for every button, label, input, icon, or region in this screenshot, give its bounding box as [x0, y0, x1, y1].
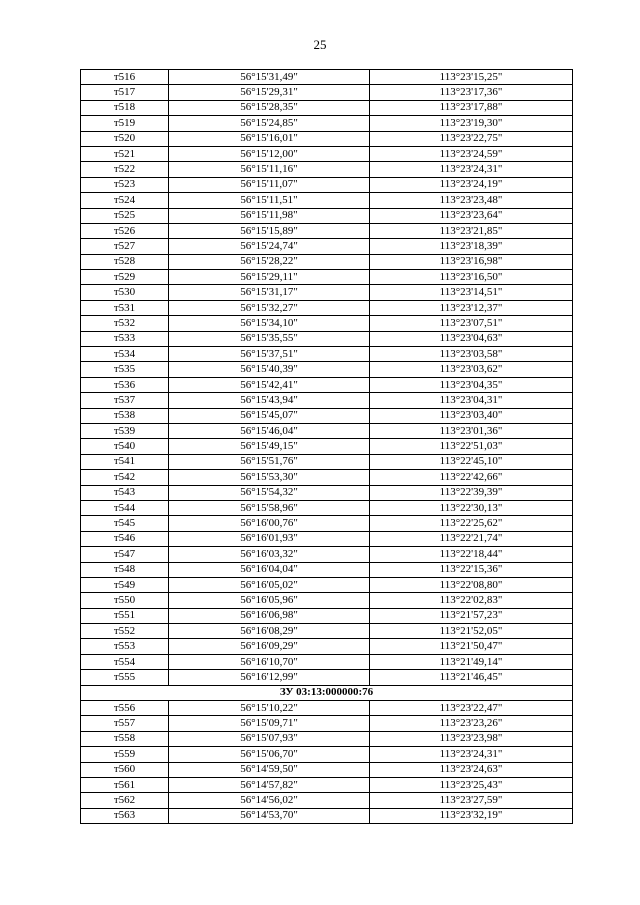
longitude-cell: 113°23'23,26"	[370, 716, 573, 731]
table-row	[81, 639, 573, 654]
table-row	[81, 177, 573, 192]
point-id-cell: т547	[81, 547, 169, 562]
table-row	[81, 193, 573, 208]
latitude-cell: 56°16'01,93"	[169, 531, 370, 546]
table-row	[81, 531, 573, 546]
longitude-cell: 113°23'03,58"	[370, 347, 573, 362]
table-row	[81, 793, 573, 808]
table-row	[81, 747, 573, 762]
point-id-cell: т524	[81, 193, 169, 208]
table-row	[81, 331, 573, 346]
latitude-cell: 56°16'05,02"	[169, 577, 370, 592]
latitude-cell: 56°16'05,96"	[169, 593, 370, 608]
table-row	[81, 608, 573, 623]
latitude-cell: 56°15'45,07"	[169, 408, 370, 423]
longitude-cell: 113°23'07,51"	[370, 316, 573, 331]
longitude-cell: 113°21'57,23"	[370, 608, 573, 623]
point-id-cell: т541	[81, 454, 169, 469]
table-row	[81, 223, 573, 238]
latitude-cell: 56°16'04,04"	[169, 562, 370, 577]
latitude-cell: 56°15'51,76"	[169, 454, 370, 469]
latitude-cell: 56°15'29,11"	[169, 270, 370, 285]
point-id-cell: т561	[81, 777, 169, 792]
page-number: 25	[313, 37, 327, 52]
longitude-cell: 113°23'21,85"	[370, 223, 573, 238]
point-id-cell: т529	[81, 270, 169, 285]
latitude-cell: 56°15'12,00"	[169, 146, 370, 161]
latitude-cell: 56°15'11,98"	[169, 208, 370, 223]
longitude-cell: 113°23'01,36"	[370, 423, 573, 438]
point-id-cell: т520	[81, 131, 169, 146]
longitude-cell: 113°23'32,19"	[370, 808, 573, 823]
latitude-cell: 56°15'28,35"	[169, 100, 370, 115]
longitude-cell: 113°22'25,62"	[370, 516, 573, 531]
point-id-cell: т531	[81, 300, 169, 315]
point-id-cell: т545	[81, 516, 169, 531]
longitude-cell: 113°22'18,44"	[370, 547, 573, 562]
table-row	[81, 808, 573, 823]
point-id-cell: т552	[81, 624, 169, 639]
longitude-cell: 113°23'15,25"	[370, 70, 573, 85]
point-id-cell: т530	[81, 285, 169, 300]
latitude-cell: 56°15'10,22"	[169, 701, 370, 716]
table-row	[81, 131, 573, 146]
table-row	[81, 654, 573, 669]
longitude-cell: 113°22'08,80"	[370, 577, 573, 592]
latitude-cell: 56°15'37,51"	[169, 347, 370, 362]
table-row	[81, 208, 573, 223]
point-id-cell: т522	[81, 162, 169, 177]
table-row	[81, 362, 573, 377]
latitude-cell: 56°15'46,04"	[169, 423, 370, 438]
longitude-cell: 113°21'52,05"	[370, 624, 573, 639]
table-row	[81, 500, 573, 515]
longitude-cell: 113°21'50,47"	[370, 639, 573, 654]
table-row	[81, 270, 573, 285]
point-id-cell: т536	[81, 377, 169, 392]
table-row	[81, 454, 573, 469]
longitude-cell: 113°23'25,43"	[370, 777, 573, 792]
longitude-cell: 113°23'24,59"	[370, 146, 573, 161]
section-header: ЗУ 03:13:000000:76	[81, 685, 573, 700]
point-id-cell: т527	[81, 239, 169, 254]
table-row	[81, 100, 573, 115]
latitude-cell: 56°15'11,07"	[169, 177, 370, 192]
latitude-cell: 56°15'07,93"	[169, 731, 370, 746]
point-id-cell: т551	[81, 608, 169, 623]
longitude-cell: 113°23'03,62"	[370, 362, 573, 377]
point-id-cell: т523	[81, 177, 169, 192]
point-id-cell: т517	[81, 85, 169, 100]
point-id-cell: т516	[81, 70, 169, 85]
point-id-cell: т550	[81, 593, 169, 608]
latitude-cell: 56°15'06,70"	[169, 747, 370, 762]
latitude-cell: 56°15'28,22"	[169, 254, 370, 269]
latitude-cell: 56°14'59,50"	[169, 762, 370, 777]
longitude-cell: 113°23'04,31"	[370, 393, 573, 408]
table-row	[81, 423, 573, 438]
longitude-cell: 113°23'23,64"	[370, 208, 573, 223]
table-row	[81, 577, 573, 592]
point-id-cell: т526	[81, 223, 169, 238]
coordinates-table-body	[81, 70, 573, 824]
point-id-cell: т559	[81, 747, 169, 762]
coordinates-table	[80, 69, 573, 824]
point-id-cell: т546	[81, 531, 169, 546]
table-row	[81, 146, 573, 161]
longitude-cell: 113°23'17,88"	[370, 100, 573, 115]
table-row	[81, 85, 573, 100]
latitude-cell: 56°14'57,82"	[169, 777, 370, 792]
table-row	[81, 162, 573, 177]
longitude-cell: 113°23'16,98"	[370, 254, 573, 269]
latitude-cell: 56°15'58,96"	[169, 500, 370, 515]
longitude-cell: 113°23'27,59"	[370, 793, 573, 808]
latitude-cell: 56°15'16,01"	[169, 131, 370, 146]
table-row	[81, 624, 573, 639]
table-row	[81, 347, 573, 362]
table-row	[81, 116, 573, 131]
table-row	[81, 562, 573, 577]
table-row	[81, 485, 573, 500]
longitude-cell: 113°22'15,36"	[370, 562, 573, 577]
longitude-cell: 113°23'12,37"	[370, 300, 573, 315]
longitude-cell: 113°23'18,39"	[370, 239, 573, 254]
table-row	[81, 439, 573, 454]
latitude-cell: 56°15'31,17"	[169, 285, 370, 300]
table-row	[81, 593, 573, 608]
latitude-cell: 56°15'34,10"	[169, 316, 370, 331]
longitude-cell: 113°23'22,75"	[370, 131, 573, 146]
longitude-cell: 113°22'30,13"	[370, 500, 573, 515]
latitude-cell: 56°16'10,70"	[169, 654, 370, 669]
latitude-cell: 56°16'03,32"	[169, 547, 370, 562]
latitude-cell: 56°15'11,16"	[169, 162, 370, 177]
point-id-cell: т542	[81, 470, 169, 485]
point-id-cell: т563	[81, 808, 169, 823]
table-row	[81, 300, 573, 315]
longitude-cell: 113°23'24,31"	[370, 162, 573, 177]
longitude-cell: 113°23'23,48"	[370, 193, 573, 208]
table-row	[81, 70, 573, 85]
table-row	[81, 285, 573, 300]
longitude-cell: 113°23'04,35"	[370, 377, 573, 392]
longitude-cell: 113°23'24,63"	[370, 762, 573, 777]
latitude-cell: 56°15'32,27"	[169, 300, 370, 315]
longitude-cell: 113°23'04,63"	[370, 331, 573, 346]
longitude-cell: 113°23'22,47"	[370, 701, 573, 716]
table-row	[81, 377, 573, 392]
table-row	[81, 239, 573, 254]
point-id-cell: т543	[81, 485, 169, 500]
longitude-cell: 113°23'19,30"	[370, 116, 573, 131]
longitude-cell: 113°21'46,45"	[370, 670, 573, 685]
point-id-cell: т537	[81, 393, 169, 408]
table-row	[81, 670, 573, 685]
latitude-cell: 56°15'24,74"	[169, 239, 370, 254]
point-id-cell: т532	[81, 316, 169, 331]
point-id-cell: т555	[81, 670, 169, 685]
latitude-cell: 56°15'54,32"	[169, 485, 370, 500]
latitude-cell: 56°16'09,29"	[169, 639, 370, 654]
point-id-cell: т544	[81, 500, 169, 515]
longitude-cell: 113°23'03,40"	[370, 408, 573, 423]
point-id-cell: т557	[81, 716, 169, 731]
latitude-cell: 56°15'53,30"	[169, 470, 370, 485]
longitude-cell: 113°22'21,74"	[370, 531, 573, 546]
latitude-cell: 56°15'15,89"	[169, 223, 370, 238]
latitude-cell: 56°15'29,31"	[169, 85, 370, 100]
latitude-cell: 56°15'43,94"	[169, 393, 370, 408]
latitude-cell: 56°15'09,71"	[169, 716, 370, 731]
longitude-cell: 113°22'45,10"	[370, 454, 573, 469]
latitude-cell: 56°15'42,41"	[169, 377, 370, 392]
point-id-cell: т528	[81, 254, 169, 269]
latitude-cell: 56°15'24,85"	[169, 116, 370, 131]
longitude-cell: 113°23'24,19"	[370, 177, 573, 192]
table-row	[81, 716, 573, 731]
latitude-cell: 56°15'49,15"	[169, 439, 370, 454]
latitude-cell: 56°16'06,98"	[169, 608, 370, 623]
latitude-cell: 56°15'35,55"	[169, 331, 370, 346]
point-id-cell: т525	[81, 208, 169, 223]
table-row	[81, 254, 573, 269]
point-id-cell: т535	[81, 362, 169, 377]
longitude-cell: 113°23'17,36"	[370, 85, 573, 100]
longitude-cell: 113°22'42,66"	[370, 470, 573, 485]
longitude-cell: 113°22'51,03"	[370, 439, 573, 454]
point-id-cell: т519	[81, 116, 169, 131]
longitude-cell: 113°23'16,50"	[370, 270, 573, 285]
point-id-cell: т554	[81, 654, 169, 669]
table-row	[81, 516, 573, 531]
table-row	[81, 547, 573, 562]
latitude-cell: 56°16'08,29"	[169, 624, 370, 639]
point-id-cell: т539	[81, 423, 169, 438]
section-header-row	[81, 685, 573, 700]
longitude-cell: 113°22'39,39"	[370, 485, 573, 500]
point-id-cell: т521	[81, 146, 169, 161]
point-id-cell: т556	[81, 701, 169, 716]
latitude-cell: 56°16'00,76"	[169, 516, 370, 531]
table-row	[81, 393, 573, 408]
point-id-cell: т558	[81, 731, 169, 746]
latitude-cell: 56°15'11,51"	[169, 193, 370, 208]
latitude-cell: 56°14'53,70"	[169, 808, 370, 823]
table-row	[81, 701, 573, 716]
longitude-cell: 113°21'49,14"	[370, 654, 573, 669]
point-id-cell: т540	[81, 439, 169, 454]
table-row	[81, 316, 573, 331]
table-row	[81, 731, 573, 746]
point-id-cell: т560	[81, 762, 169, 777]
latitude-cell: 56°15'31,49"	[169, 70, 370, 85]
table-row	[81, 408, 573, 423]
point-id-cell: т549	[81, 577, 169, 592]
longitude-cell: 113°22'02,83"	[370, 593, 573, 608]
table-row	[81, 777, 573, 792]
point-id-cell: т553	[81, 639, 169, 654]
point-id-cell: т562	[81, 793, 169, 808]
latitude-cell: 56°14'56,02"	[169, 793, 370, 808]
longitude-cell: 113°23'23,98"	[370, 731, 573, 746]
point-id-cell: т534	[81, 347, 169, 362]
table-row	[81, 762, 573, 777]
latitude-cell: 56°16'12,99"	[169, 670, 370, 685]
latitude-cell: 56°15'40,39"	[169, 362, 370, 377]
longitude-cell: 113°23'14,51"	[370, 285, 573, 300]
point-id-cell: т533	[81, 331, 169, 346]
point-id-cell: т548	[81, 562, 169, 577]
table-row	[81, 470, 573, 485]
point-id-cell: т538	[81, 408, 169, 423]
point-id-cell: т518	[81, 100, 169, 115]
longitude-cell: 113°23'24,31"	[370, 747, 573, 762]
